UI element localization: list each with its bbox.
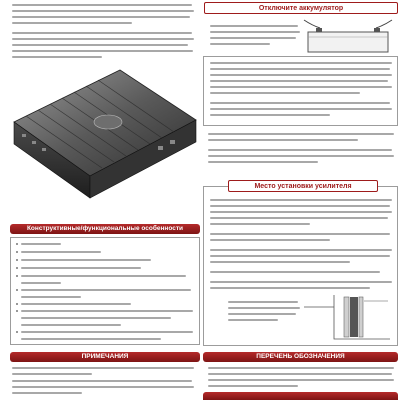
text-line <box>208 379 394 381</box>
text-line <box>210 37 296 39</box>
text-line <box>12 10 194 12</box>
text-line <box>208 367 394 369</box>
text-line <box>210 68 390 70</box>
text-line <box>12 38 194 40</box>
features-list <box>10 237 200 345</box>
text-line <box>210 223 310 225</box>
text-line <box>210 205 390 207</box>
text-line <box>210 233 390 235</box>
text-line <box>208 373 392 375</box>
text-line <box>210 102 390 104</box>
list-item <box>21 289 191 291</box>
text-line <box>208 139 358 141</box>
list-item <box>21 251 101 253</box>
text-line <box>210 43 270 45</box>
text-line <box>210 108 392 110</box>
text-line <box>210 74 392 76</box>
list-item <box>21 338 161 340</box>
bullet <box>16 310 18 312</box>
mounting-diagram <box>304 293 392 341</box>
text-line <box>210 239 330 241</box>
list-item <box>21 275 186 277</box>
next-section-header <box>203 392 398 400</box>
install-location-header: Место установки усилителя <box>228 180 378 192</box>
text-line <box>210 86 392 88</box>
text-line <box>210 211 392 213</box>
text-line <box>12 16 190 18</box>
list-item <box>21 331 193 333</box>
caption-line <box>228 301 298 303</box>
text-line <box>210 281 392 283</box>
warning-paragraph-box <box>203 56 398 126</box>
list-item <box>21 259 151 261</box>
text-line <box>12 386 194 388</box>
text-line <box>208 155 394 157</box>
text-line <box>12 22 132 24</box>
text-line <box>12 50 193 52</box>
notes-header: ПРИМЕЧАНИЯ <box>10 352 200 362</box>
amplifier-illustration <box>8 64 200 222</box>
features-header: Конструктивные/функциональные особенности <box>10 224 200 234</box>
text-line <box>12 367 194 369</box>
text-line <box>210 80 388 82</box>
text-line <box>210 92 360 94</box>
text-line <box>210 217 388 219</box>
text-line <box>12 56 102 58</box>
text-line <box>210 261 350 263</box>
text-line <box>12 32 192 34</box>
text-line <box>208 149 392 151</box>
caption-line <box>228 319 278 321</box>
text-line <box>208 161 318 163</box>
text-line <box>210 255 390 257</box>
text-line <box>210 287 370 289</box>
disconnect-battery-header: Отключите аккумулятор <box>204 2 398 14</box>
text-line <box>210 25 298 27</box>
text-line <box>208 133 394 135</box>
text-line <box>12 44 188 46</box>
caption-line <box>228 313 296 315</box>
install-location-box <box>203 186 398 346</box>
text-line <box>210 114 330 116</box>
bullet <box>16 243 18 245</box>
battery-illustration <box>300 18 396 54</box>
list-item <box>21 303 131 305</box>
bullet <box>16 275 18 277</box>
bullet <box>16 259 18 261</box>
text-line <box>12 373 92 375</box>
bullet <box>16 331 18 333</box>
list-item <box>21 317 171 319</box>
legend-header: ПЕРЕЧЕНЬ ОБОЗНАЧЕНИЯ <box>203 352 398 362</box>
text-line <box>210 62 392 64</box>
text-line <box>210 271 380 273</box>
list-item <box>21 267 141 269</box>
list-item <box>21 324 121 326</box>
text-line <box>12 4 192 6</box>
bullet <box>16 289 18 291</box>
text-line <box>12 392 82 394</box>
caption-line <box>228 307 300 309</box>
text-line <box>210 31 300 33</box>
text-line <box>12 380 192 382</box>
list-item <box>21 296 81 298</box>
bullet <box>16 251 18 253</box>
bullet <box>16 303 18 305</box>
list-item <box>21 310 193 312</box>
text-line <box>210 249 392 251</box>
bullet <box>16 267 18 269</box>
list-item <box>21 282 61 284</box>
text-line <box>208 385 298 387</box>
list-item <box>21 243 61 245</box>
text-line <box>210 199 392 201</box>
